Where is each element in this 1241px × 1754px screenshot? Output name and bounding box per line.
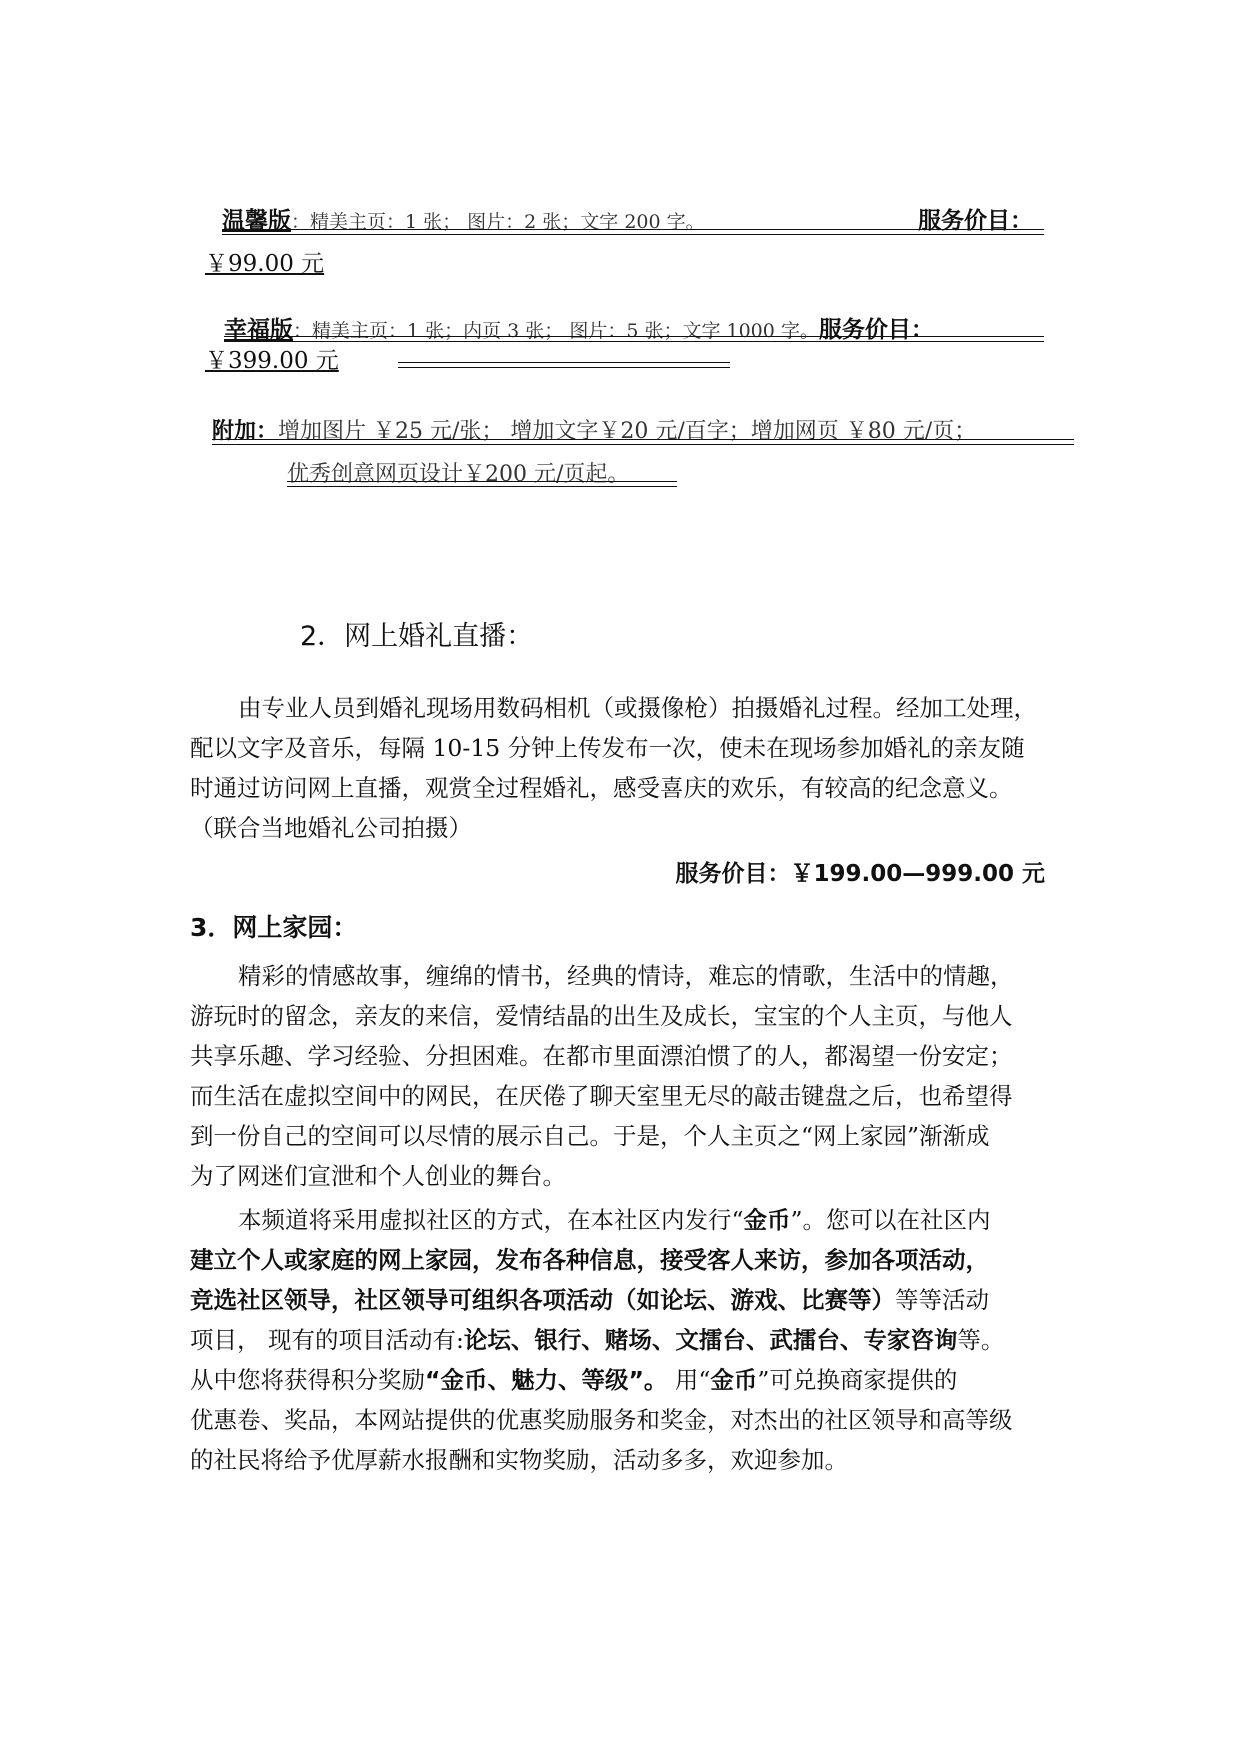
xingfu-underline <box>224 336 1044 342</box>
section3-p2-line <box>190 1320 1050 1360</box>
reward-terms: “金币、魅力、等级”。 <box>425 1366 668 1394</box>
wenxin-price-label: 服务价目： <box>918 208 1033 234</box>
section2-heading: 2．网上婚礼直播： <box>300 621 534 652</box>
wenxin-underline <box>222 229 1044 235</box>
p2-text: ”可兑换商家提供的 <box>757 1366 958 1394</box>
xingfu-price: ￥399.00 元 <box>205 348 339 374</box>
wenxin-price: ￥99.00 元 <box>205 251 325 277</box>
addon-line1: 增加图片 ￥25 元/张； 增加文字￥20 元/百字；增加网页 ￥80 元/页； <box>278 419 977 444</box>
section3-heading: 3．网上家园： <box>190 913 358 942</box>
xingfu-description: ：精美主页：1 张；内页 3 张； 图片：5 张；文字 1000 字。 <box>293 320 819 342</box>
section3-p1-line: 游玩时的留念，亲友的来信，爱情结晶的出生及成长，宝宝的个人主页，与他人 <box>190 1002 1013 1030</box>
section3-p2-line: 建立个人或家庭的网上家园，发布各种信息，接受客人来访，参加各项活动， <box>190 1246 989 1274</box>
p2-text: 等。 <box>957 1326 1005 1354</box>
p2-text: 等等活动 <box>895 1286 989 1314</box>
addon-underline1 <box>212 439 1074 445</box>
section3-p2-line <box>190 1360 1050 1400</box>
section3-p2-line: 的社民将给予优厚薪水报酬和实物奖励，活动多多，欢迎参加。 <box>190 1446 848 1474</box>
p2-text: ”。您可以在社区内 <box>790 1206 991 1234</box>
section2-line: （联合当地婚礼公司拍摄） <box>190 814 472 842</box>
xingfu-label: 幸福版 <box>224 317 293 343</box>
gold-coin-term: 金币 <box>743 1206 791 1234</box>
section2-line: 时通过访问网上直播，观赏全过程婚礼，感受喜庆的欢乐，有较高的纪念意义。 <box>190 774 1013 802</box>
section3-p2-line <box>190 1280 1050 1320</box>
section3-paragraph1 <box>190 956 1050 1196</box>
section3-p2-line: 优惠卷、奖品，本网站提供的优惠奖励服务和奖金，对杰出的社区领导和高等级 <box>190 1406 1013 1434</box>
section3-p1-line: 精彩的情感故事，缠绵的情书，经典的情诗，难忘的情歌，生活中的情趣， <box>238 962 1014 990</box>
gold-coin-term: 金币 <box>710 1366 758 1394</box>
activity-list: 论坛、银行、赌场、文擂台、武擂台、专家咨询 <box>463 1326 958 1354</box>
addon-label: 附加： <box>212 419 279 444</box>
section2-line: 由专业人员到婚礼现场用数码相机（或摄像枪）拍摄婚礼过程。经加工处理， <box>238 694 1037 722</box>
p2-text: 用“ <box>667 1366 711 1394</box>
section3-p1-line: 共享乐趣、学习经验、分担困难。在都市里面漂泊惯了的人，都渴望一份安定； <box>190 1042 1013 1070</box>
p2-text: 本频道将采用虚拟社区的方式，在本社区内发行“ <box>238 1206 744 1234</box>
section3-paragraph2 <box>190 1200 1050 1480</box>
xingfu-trailing-line <box>398 362 730 368</box>
p2-text: 从中您将获得积分奖励 <box>190 1366 425 1394</box>
section3-p2-line <box>190 1200 1050 1240</box>
section2-price: 服务价目：￥199.00—999.00 元 <box>675 861 1045 887</box>
xingfu-price-label: 服务价目： <box>818 317 934 343</box>
section3-p1-line: 到一份自己的空间可以尽情的展示自己。于是，个人主页之“网上家园”渐渐成 <box>190 1122 990 1150</box>
addon-underline2 <box>287 481 677 487</box>
section3-p1-line: 而生活在虚拟空间中的网民，在厌倦了聊天室里无尽的敲击键盘之后，也希望得 <box>190 1082 1013 1110</box>
wenxin-description: ：精美主页：1 张； 图片：2 张；文字 200 字。 <box>291 211 705 233</box>
section2-body <box>190 688 1050 848</box>
wenxin-label: 温馨版 <box>222 208 291 234</box>
addon-line2: 优秀创意网页设计￥200 元/页起。 <box>287 462 630 487</box>
p2-bold-text: 竞选社区领导，社区领导可组织各项活动（如论坛、游戏、比赛等） <box>190 1286 895 1314</box>
section3-p1-line: 为了网迷们宣泄和个人创业的舞台。 <box>190 1162 566 1190</box>
section2-line: 配以文字及音乐，每隔 10-15 分钟上传发布一次，使未在现场参加婚礼的亲友随 <box>190 734 1025 762</box>
p2-text: 项目， 现有的项目活动有: <box>190 1326 464 1354</box>
